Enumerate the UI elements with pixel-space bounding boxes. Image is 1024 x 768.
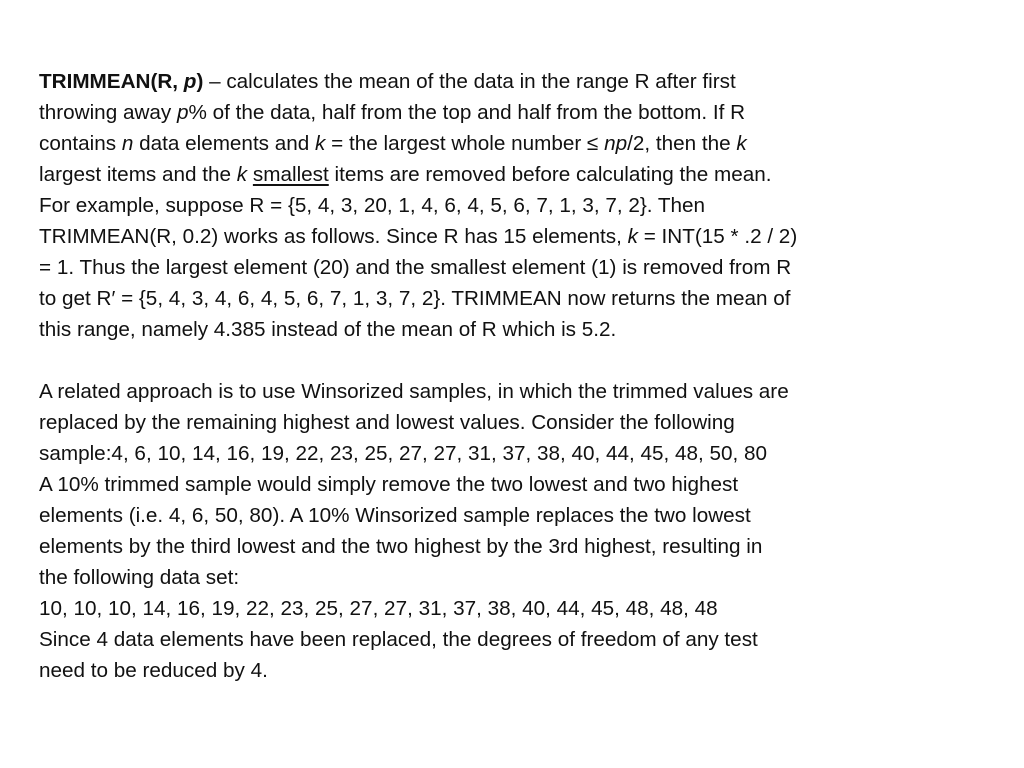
text-line: A 10% trimmed sample would simply remove the two lowest and two highest [39, 473, 739, 496]
text-line: throwing away p% of the data, half from the top and half from the bottom. If R [39, 101, 746, 124]
trimmean-paragraph [39, 66, 989, 345]
paragraph-spacer [39, 345, 989, 376]
text-line: For example, suppose R = {5, 4, 3, 20, 1, 4, 6, 4, 5, 6, 7, 1, 3, 7, 2}. Then [39, 194, 706, 217]
function-name: TRIMMEAN(R, p) [39, 70, 204, 93]
text-line: largest items and the k smallest items are removed before calculating the mean. [39, 163, 772, 186]
text-line: TRIMMEAN(R, 0.2) works as follows. Since R has 15 elements, k = INT(15 * .2 / 2) [39, 225, 798, 248]
text-line: sample:4, 6, 10, 14, 16, 19, 22, 23, 25, 27, 27, 31, 37, 38, 40, 44, 45, 48, 50, 80 [39, 442, 768, 465]
text-line: replaced by the remaining highest and lowest values. Consider the following [39, 411, 735, 434]
underlined-word: smallest [252, 163, 329, 186]
text-line: elements (i.e. 4, 6, 50, 80). A 10% Winsorized sample replaces the two lowest [39, 504, 751, 527]
text-line: 10, 10, 10, 14, 16, 19, 22, 23, 25, 27, 27, 31, 37, 38, 40, 44, 45, 48, 48, 48 [39, 597, 718, 620]
text-line: the following data set: [39, 566, 240, 589]
text-line: elements by the third lowest and the two highest by the 3rd highest, resulting in [39, 535, 763, 558]
text-line: this range, namely 4.385 instead of the mean of R which is 5.2. [39, 318, 617, 341]
winsorized-paragraph [39, 376, 989, 686]
document-body [39, 66, 989, 686]
text-line: Since 4 data elements have been replaced, the degrees of freedom of any test [39, 628, 758, 651]
text-line: A related approach is to use Winsorized samples, in which the trimmed values are [39, 380, 789, 403]
text-line: TRIMMEAN(R, p) – calculates the mean of the data in the range R after first [39, 70, 736, 93]
text-line: need to be reduced by 4. [39, 659, 268, 682]
text-line: = 1. Thus the largest element (20) and the smallest element (1) is removed from R [39, 256, 792, 279]
text-line: contains n data elements and k = the largest whole number ≤ np/2, then the k [39, 132, 747, 155]
text-line: to get R′ = {5, 4, 3, 4, 6, 4, 5, 6, 7, 1, 3, 7, 2}. TRIMMEAN now returns the mean of [39, 287, 791, 310]
